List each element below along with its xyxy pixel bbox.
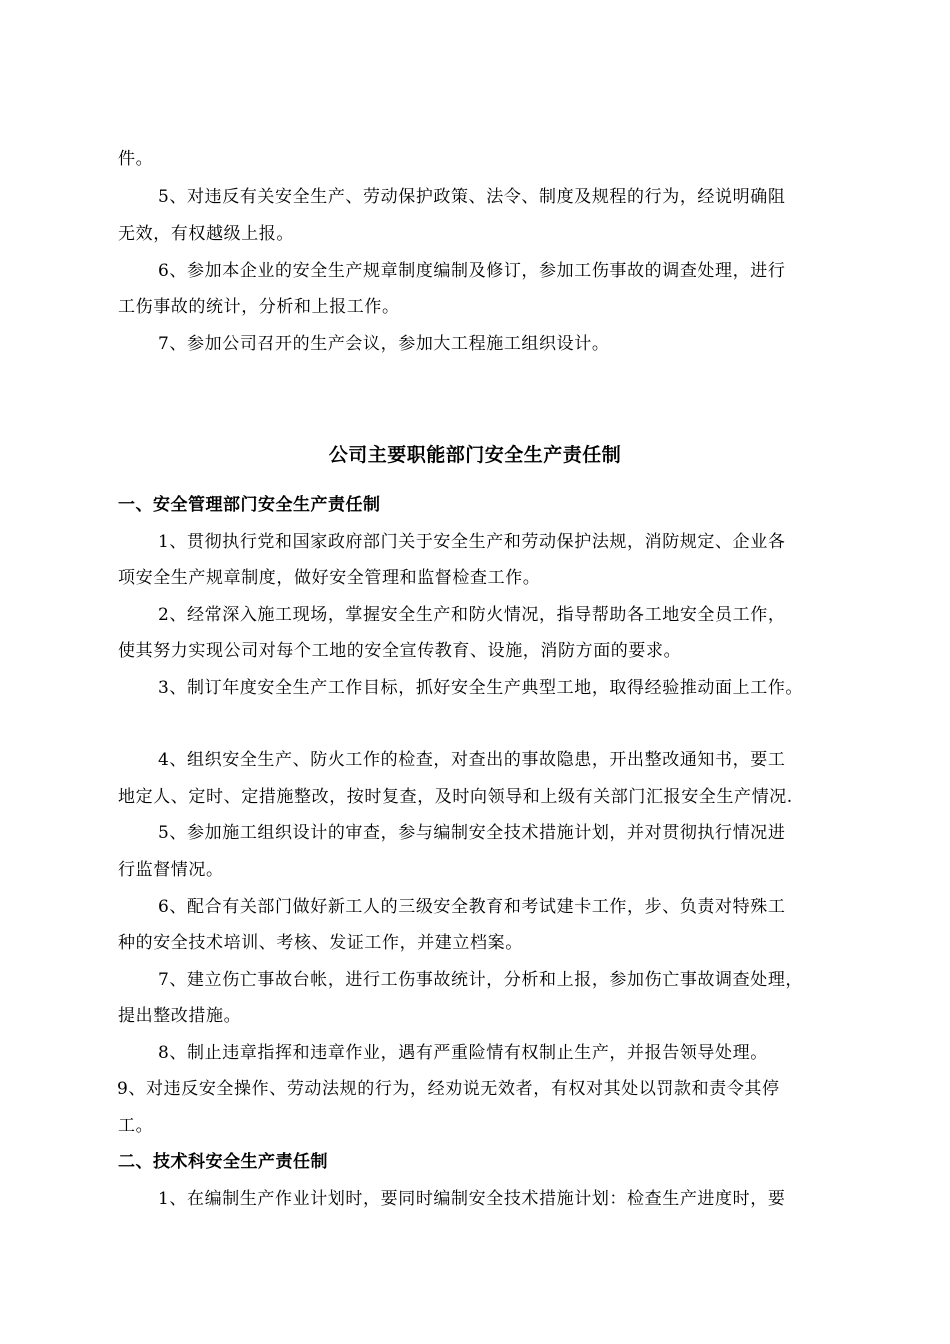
paragraph-line: 8、制止违章指挥和违章作业，遇有严重险情有权制止生产，并报告领导处理。 bbox=[158, 1043, 768, 1063]
paragraph-line: 提出整改措施。 bbox=[118, 1006, 242, 1026]
paragraph-line: 种的安全技术培训、考核、发证工作，并建立档案。 bbox=[118, 933, 523, 953]
document-title: 公司主要职能部门安全生产责任制 bbox=[328, 444, 622, 466]
paragraph-line: 1、在编制生产作业计划时，要同时编制安全技术措施计划：检查生产进度时，要 bbox=[158, 1189, 786, 1209]
paragraph-line: 行监督情况。 bbox=[118, 860, 224, 880]
paragraph-line: 地定人、定时、定措施整改，按时复查，及时向领导和上级有关部门汇报安全生产情况. bbox=[118, 787, 793, 807]
paragraph-line: 5、参加施工组织设计的审查，参与编制安全技术措施计划，并对贯彻执行情况进 bbox=[158, 823, 786, 843]
paragraph-line: 2、经常深入施工现场，掌握安全生产和防火情况，指导帮助各工地安全员工作， bbox=[158, 605, 786, 625]
section-heading: 一、安全管理部门安全生产责任制 bbox=[118, 495, 381, 515]
paragraph-line: 使其努力实现公司对每个工地的安全宣传教育、设施，消防方面的要求。 bbox=[118, 641, 682, 661]
paragraph-line: 5、对违反有关安全生产、劳动保护政策、法令、制度及规程的行为，经说明确阻 bbox=[158, 187, 786, 207]
paragraph-line: 无效，有权越级上报。 bbox=[118, 224, 294, 244]
paragraph-line: 3、制订年度安全生产工作目标，抓好安全生产典型工地，取得经验推动面上工作。 bbox=[158, 678, 804, 698]
paragraph-line: 6、配合有关部门做好新工人的三级安全教育和考试建卡工作，步、负责对特殊工 bbox=[158, 897, 786, 917]
paragraph-line: 工。 bbox=[118, 1116, 154, 1136]
section-heading: 二、技术科安全生产责任制 bbox=[118, 1152, 328, 1172]
paragraph-line: 1、贯彻执行党和国家政府部门关于安全生产和劳动保护法规，消防规定、企业各 bbox=[158, 532, 786, 552]
paragraph-line: 7、建立伤亡事故台帐，进行工伤事故统计，分析和上报，参加伤亡事故调查处理， bbox=[158, 970, 804, 990]
paragraph-line: 4、组织安全生产、防火工作的检查，对查出的事故隐患，开出整改通知书，要工 bbox=[158, 750, 786, 770]
paragraph-line: 6、参加本企业的安全生产规章制度编制及修订，参加工伤事故的调查处理，进行 bbox=[158, 261, 786, 281]
paragraph-line: 件。 bbox=[118, 149, 154, 169]
paragraph-line: 工伤事故的统计，分析和上报工作。 bbox=[118, 297, 400, 317]
paragraph-line: 9、对违反安全操作、劳动法规的行为，经劝说无效者，有权对其处以罚款和责令其停 bbox=[117, 1079, 780, 1099]
paragraph-line: 7、参加公司召开的生产会议，参加大工程施工组织设计。 bbox=[158, 334, 610, 354]
paragraph-line: 项安全生产规章制度，做好安全管理和监督检查工作。 bbox=[118, 568, 541, 588]
